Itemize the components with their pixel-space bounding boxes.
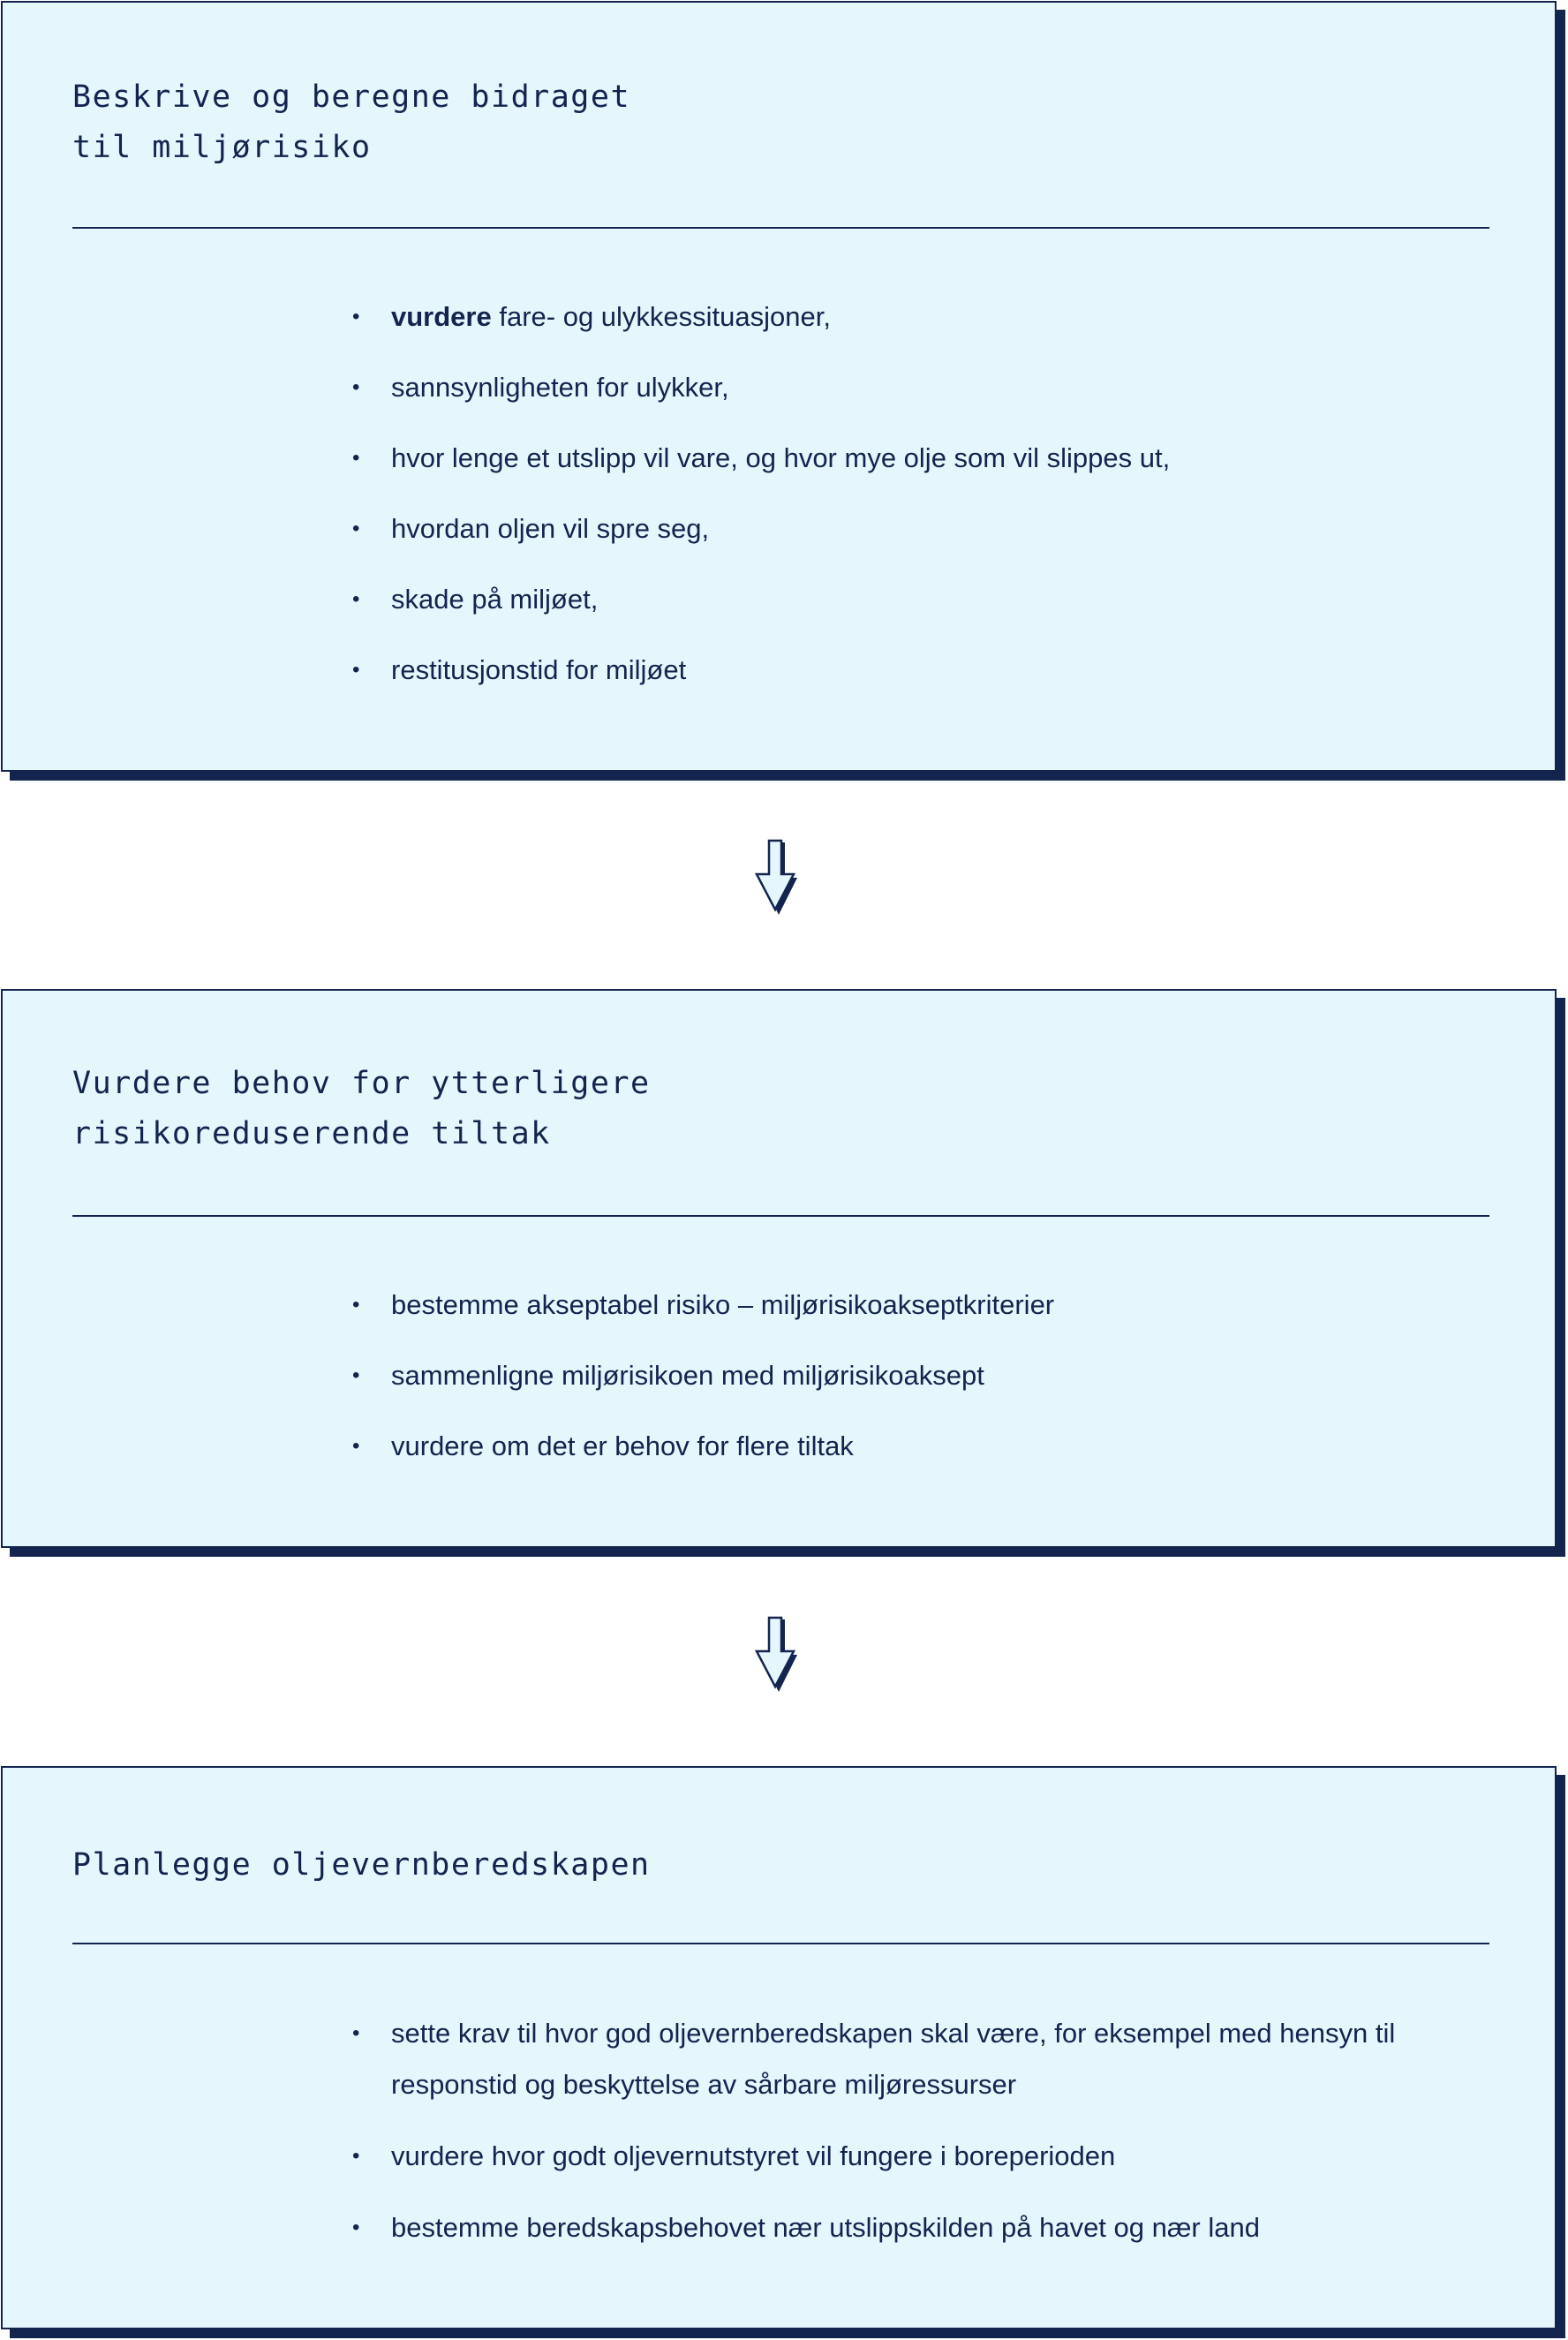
bullet-item [352, 2202, 1451, 2253]
title-divider [72, 1215, 1489, 1217]
bullet-list [352, 1279, 1451, 1491]
title-divider [72, 227, 1489, 229]
bullet-item [352, 2008, 1451, 2110]
bullet-dot-icon: • [352, 1293, 360, 1317]
bullet-text: fare- og ulykkessituasjoner, [491, 301, 831, 332]
bullet-dot-icon: • [352, 2144, 360, 2168]
bullet-text: restitusjonstid for miljøet [391, 654, 687, 685]
bullet-text: bestemme akseptabel risiko – miljørisikoakseptkriterier [391, 1289, 1055, 1320]
step-title: Planlegge oljevernberedskapen [72, 1847, 651, 1883]
bullet-text: sette krav til hvor god oljevernberedskapen skal være, for eksempel med hensyn til responstid og beskyttelse av sårbare miljøressurser [391, 2018, 1396, 2100]
bullet-item [352, 1279, 1451, 1331]
step-box-3 [1, 1766, 1557, 2329]
bullet-item [352, 645, 1451, 696]
down-arrow-icon [755, 1616, 801, 1694]
step-title: Vurdere behov for ytterligere risikoreduserende tiltak [72, 1066, 651, 1151]
down-arrow-icon [755, 839, 801, 917]
bullet-item [352, 1421, 1451, 1472]
bullet-text: sammenligne miljørisikoen med miljørisikoaksept [391, 1360, 984, 1391]
bullet-item [352, 433, 1451, 484]
bullet-item [352, 2131, 1451, 2182]
bullet-text: vurdere hvor godt oljevernutstyret vil fungere i boreperioden [391, 2140, 1116, 2171]
bullet-item [352, 291, 1451, 343]
bullet-item [352, 503, 1451, 555]
bullet-dot-icon: • [352, 658, 360, 682]
bullet-dot-icon: • [352, 2215, 360, 2239]
bullet-text: hvor lenge et utslipp vil vare, og hvor mye olje som vil slippes ut, [391, 442, 1171, 473]
bullet-list [352, 2008, 1451, 2274]
step-title: Beskrive og beregne bidraget til miljørisiko [72, 79, 631, 165]
bullet-text: hvordan oljen vil spre seg, [391, 513, 710, 544]
bullet-dot-icon: • [352, 1363, 360, 1387]
step-box-1 [1, 1, 1557, 772]
bullet-text: sannsynligheten for ulykker, [391, 372, 729, 403]
bullet-dot-icon: • [352, 446, 360, 470]
step-box-2 [1, 989, 1557, 1548]
bullet-text: vurdere om det er behov for flere tiltak [391, 1430, 854, 1461]
bullet-text: bestemme beredskapsbehovet nær utslippskilden på havet og nær land [391, 2212, 1260, 2243]
bullet-dot-icon: • [352, 1434, 360, 1458]
bullet-bold-text: vurdere [391, 301, 492, 332]
bullet-item [352, 1350, 1451, 1401]
bullet-dot-icon: • [352, 587, 360, 611]
bullet-dot-icon: • [352, 2021, 360, 2045]
bullet-text: skade på miljøet, [391, 584, 599, 615]
bullet-dot-icon: • [352, 375, 360, 399]
bullet-dot-icon: • [352, 517, 360, 540]
bullet-dot-icon: • [352, 305, 360, 328]
bullet-list [352, 291, 1451, 715]
title-divider [72, 1943, 1489, 1944]
bullet-item [352, 574, 1451, 625]
bullet-item [352, 362, 1451, 413]
